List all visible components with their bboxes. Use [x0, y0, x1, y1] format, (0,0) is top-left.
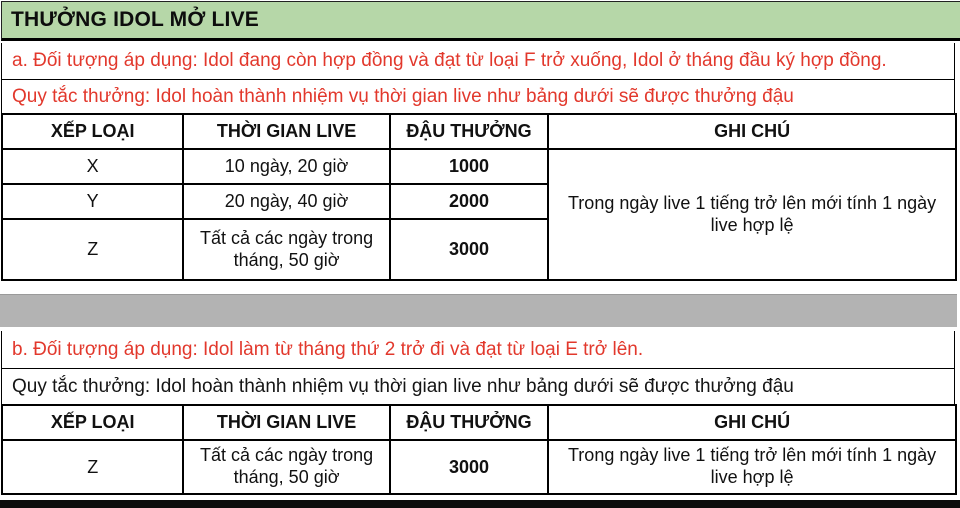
- live-time-value: 10 ngày, 20 giờ: [183, 149, 389, 184]
- rank-value: X: [2, 149, 183, 184]
- page-title: THƯỞNG IDOL MỞ LIVE: [11, 8, 259, 31]
- note-cell: Trong ngày live 1 tiếng trở lên mới tính 1 ngày live hợp lệ: [548, 149, 956, 280]
- col-header-note: GHI CHÚ: [548, 405, 956, 440]
- section-b-header-row: [2, 405, 956, 440]
- reward-value: 3000: [390, 440, 548, 494]
- section-a-header-row: [2, 114, 956, 149]
- section-a-rule-line: [1, 80, 955, 113]
- rank-value: Y: [2, 184, 183, 219]
- table-row: [2, 149, 956, 184]
- section-a-rule-text: Quy tắc thưởng: Idol hoàn thành nhiệm vụ thời gian live như bảng dưới sẽ được thưởng đậu: [12, 85, 794, 107]
- live-time-value: 20 ngày, 40 giờ: [183, 184, 389, 219]
- live-time-value: Tất cả các ngày trong tháng, 50 giờ: [183, 219, 389, 280]
- section-b-applies-line: [1, 331, 955, 369]
- separator-bar: [0, 294, 957, 327]
- section-b-table: [1, 404, 957, 495]
- col-header-live-time: THỜI GIAN LIVE: [183, 405, 389, 440]
- reward-value: 1000: [390, 149, 548, 184]
- section-b-rule-text: Quy tắc thưởng: Idol hoàn thành nhiệm vụ thời gian live như bảng dưới sẽ được thưởng đậu: [12, 375, 794, 397]
- bottom-edge-bar: [0, 500, 960, 508]
- section-a-applies-line: [1, 43, 955, 80]
- reward-value: 2000: [390, 184, 548, 219]
- section-b-rule-line: [1, 369, 955, 404]
- col-header-reward: ĐẬU THƯỞNG: [390, 405, 548, 440]
- col-header-rank: XẾP LOẠI: [2, 114, 183, 149]
- section-a-applies-text: a. Đối tượng áp dụng: Idol đang còn hợp đồng và đạt từ loại F trở xuống, Idol ở tháng đầu ký hợp đồng.: [12, 50, 887, 71]
- table-row: [2, 440, 956, 494]
- reward-value: 3000: [390, 219, 548, 280]
- section-b-applies-text: b. Đối tượng áp dụng: Idol làm từ tháng thứ 2 trở đi và đạt từ loại E trở lên.: [12, 338, 644, 360]
- live-time-value: Tất cả các ngày trong tháng, 50 giờ: [183, 440, 389, 494]
- rank-value: Z: [2, 219, 183, 280]
- col-header-rank: XẾP LOẠI: [2, 405, 183, 440]
- rank-value: Z: [2, 440, 183, 494]
- col-header-note: GHI CHÚ: [548, 114, 956, 149]
- section-a-table: [1, 113, 957, 281]
- col-header-reward: ĐẬU THƯỞNG: [390, 114, 548, 149]
- col-header-live-time: THỜI GIAN LIVE: [183, 114, 389, 149]
- note-cell: Trong ngày live 1 tiếng trở lên mới tính 1 ngày live hợp lệ: [548, 440, 956, 494]
- title-bar: [1, 1, 960, 41]
